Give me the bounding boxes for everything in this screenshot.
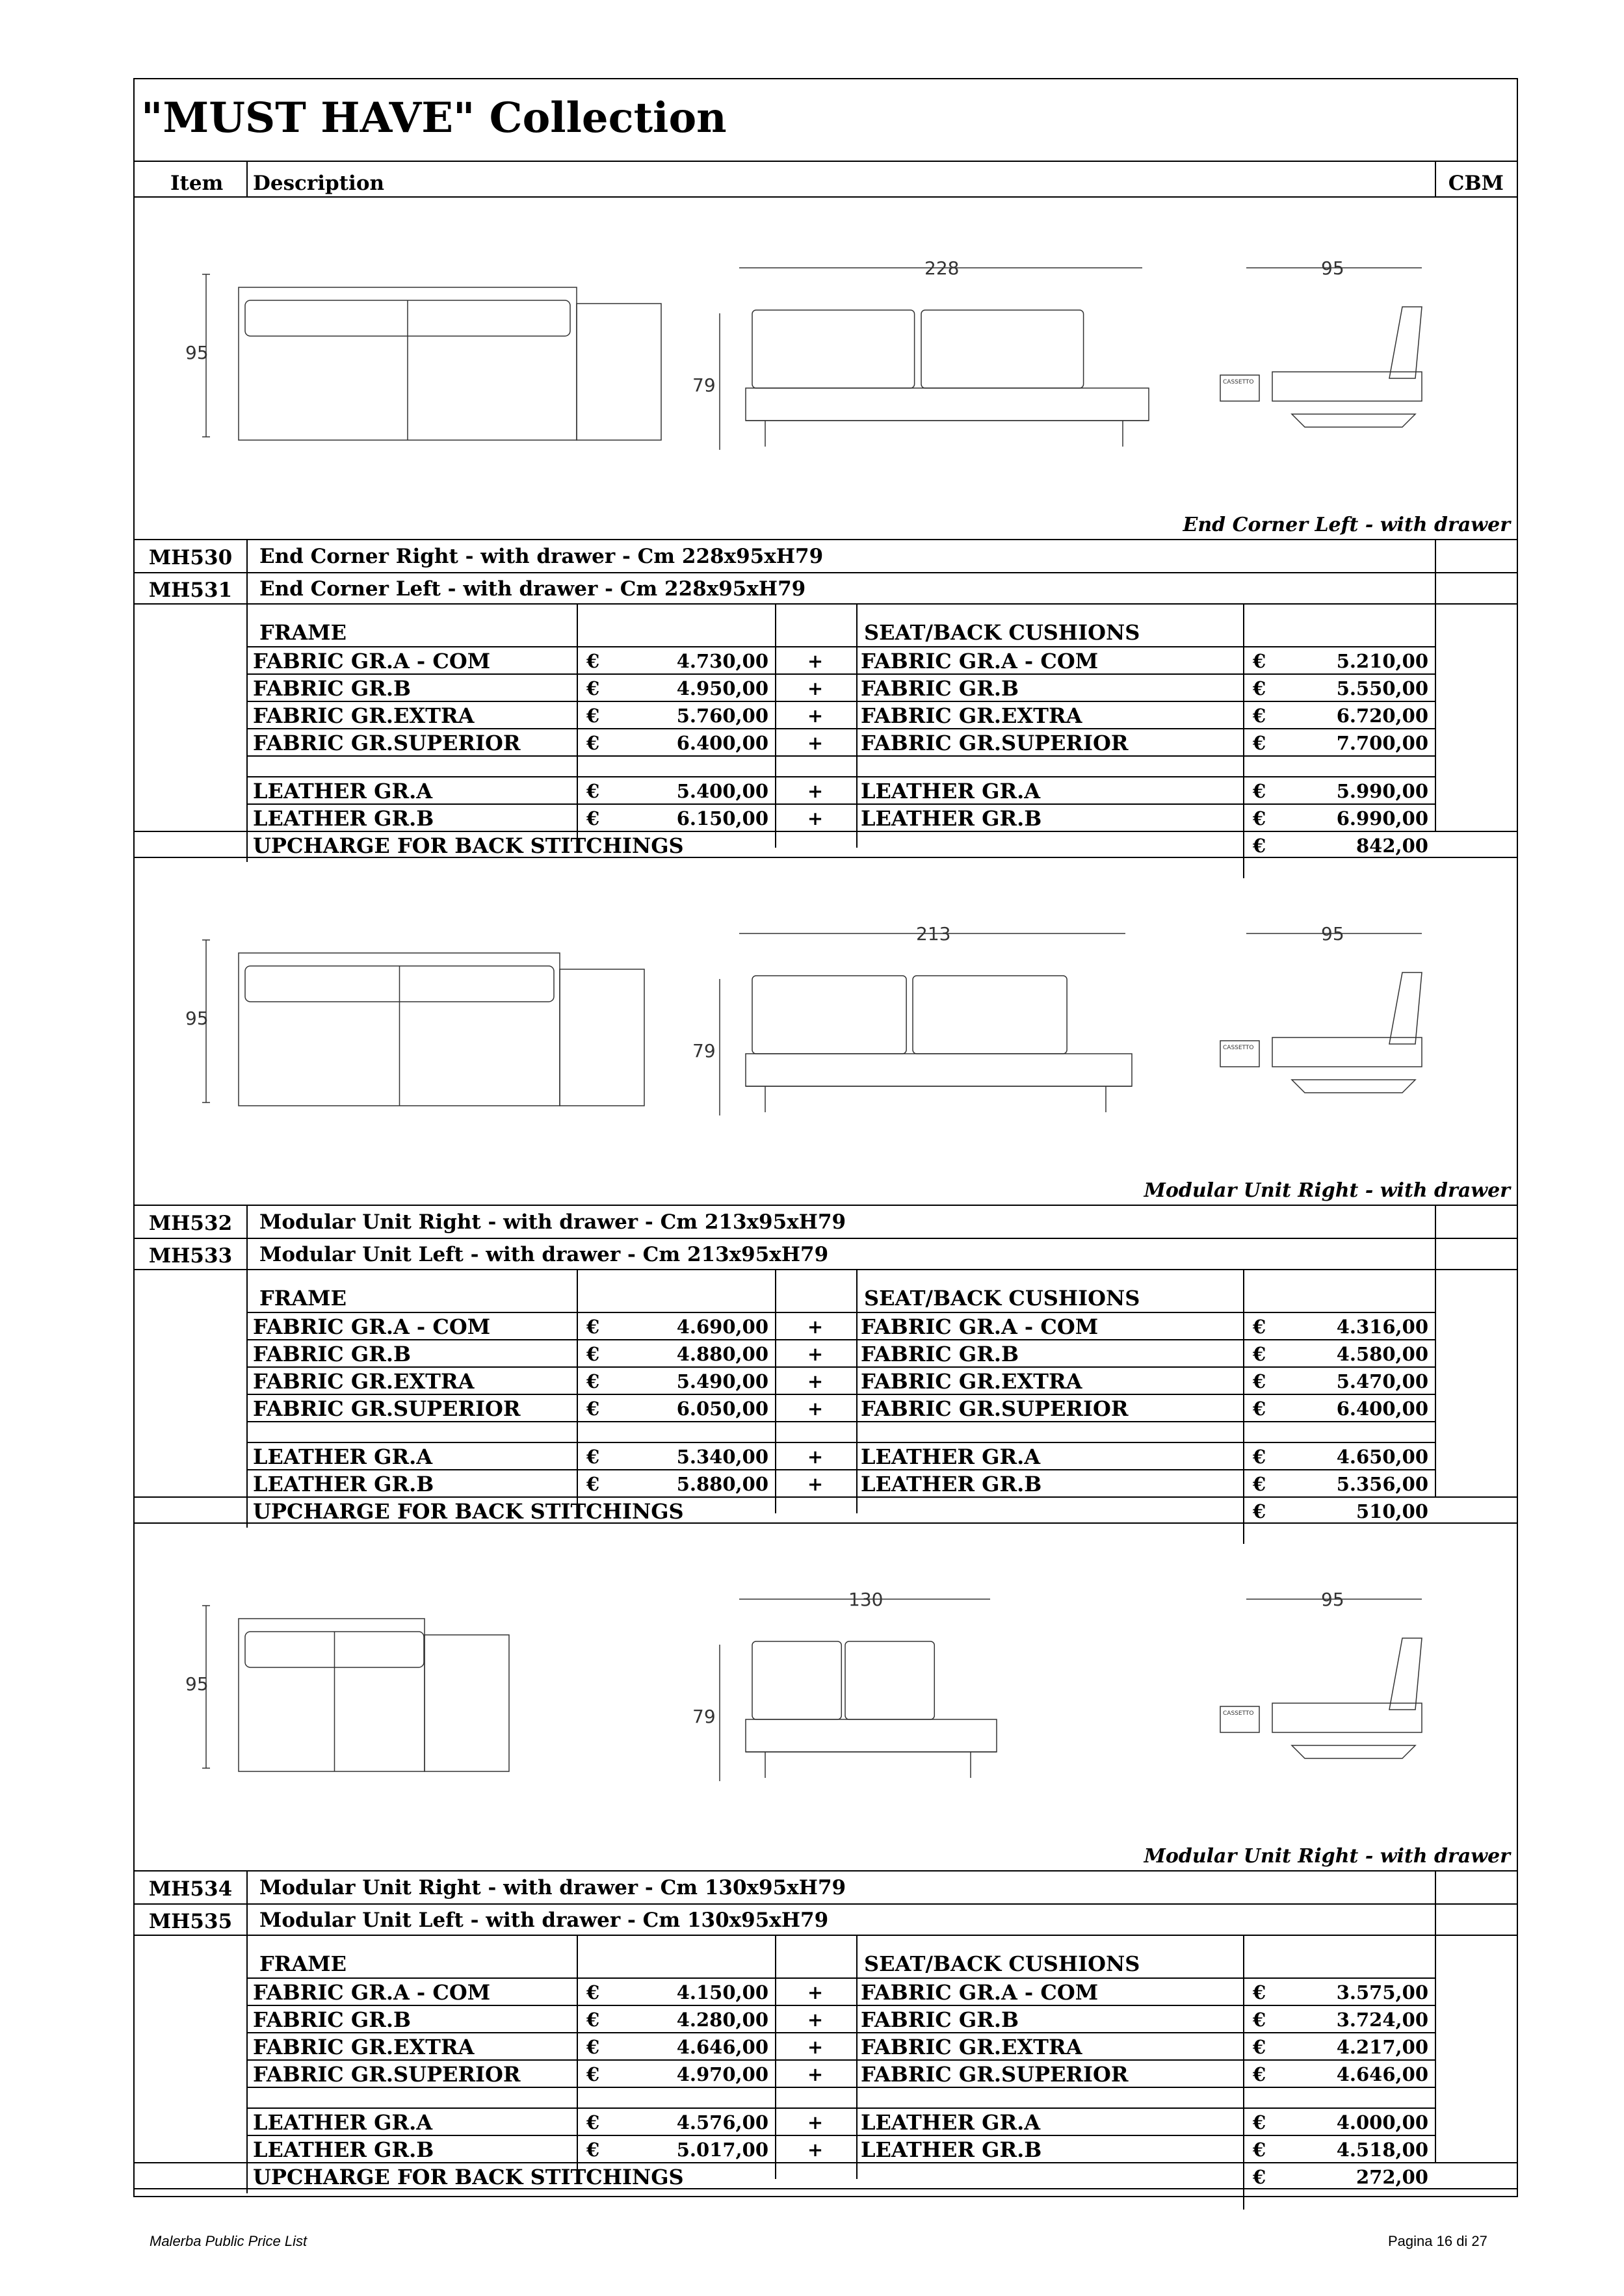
plus-symbol: + [807, 1316, 824, 1338]
cushion-price: 4.646,00 [1336, 2063, 1428, 2085]
divider [135, 831, 1517, 832]
divider [246, 2005, 1435, 2006]
frame-price: 6.050,00 [676, 1398, 768, 1420]
upcharge-price: 842,00 [1356, 835, 1428, 857]
currency-symbol: € [1253, 2166, 1266, 2188]
plus-symbol: + [807, 2111, 824, 2133]
frame-price: 4.280,00 [676, 2009, 768, 2031]
divider [246, 1312, 1435, 1313]
currency-symbol: € [1253, 807, 1266, 829]
cushion-price: 6.990,00 [1336, 807, 1428, 829]
dim-height-label: 79 [692, 1706, 716, 1727]
page-title: "MUST HAVE" Collection [141, 94, 727, 142]
frame-material: FABRIC GR.EXTRA [253, 2035, 475, 2059]
currency-symbol: € [586, 732, 600, 754]
frame-price: 4.690,00 [676, 1316, 768, 1338]
plus-symbol: + [807, 2139, 824, 2161]
currency-symbol: € [586, 2009, 600, 2031]
dim-side-depth-label: 95 [1321, 257, 1344, 279]
upcharge-label: UPCHARGE FOR BACK STITCHINGS [253, 2165, 684, 2189]
plus-symbol: + [807, 677, 824, 699]
plus-symbol: + [807, 1398, 824, 1420]
divider [135, 1238, 1517, 1239]
currency-symbol: € [586, 1446, 600, 1468]
currency-symbol: € [1253, 1370, 1266, 1392]
currency-symbol: € [586, 1343, 600, 1365]
currency-symbol: € [586, 650, 600, 672]
currency-symbol: € [1253, 705, 1266, 727]
footer-left: Malerba Public Price List [150, 2233, 308, 2249]
frame-header: FRAME [259, 620, 347, 645]
product-section [135, 862, 1517, 1528]
cushion-price: 4.316,00 [1336, 1316, 1428, 1338]
item-code: MH530 [148, 546, 233, 569]
currency-symbol: € [586, 2139, 600, 2161]
divider [246, 776, 1435, 777]
dim-side-depth-label: 95 [1321, 923, 1344, 945]
drawer-label: CASSETTO [1223, 1045, 1254, 1051]
dim-depth-label: 95 [185, 342, 209, 363]
divider [246, 1977, 1435, 1979]
product-section [135, 1528, 1517, 2193]
cushion-material: FABRIC GR.EXTRA [861, 1369, 1082, 1394]
upcharge-price: 272,00 [1356, 2166, 1428, 2188]
frame-material: FABRIC GR.SUPERIOR [253, 1396, 521, 1421]
currency-symbol: € [586, 2063, 600, 2085]
frame-price: 4.576,00 [676, 2111, 768, 2133]
currency-symbol: € [586, 677, 600, 699]
top-view-drawing [174, 1593, 668, 1801]
divider [577, 1935, 578, 2179]
front-view-drawing [687, 1586, 1181, 1794]
currency-symbol: € [1253, 2036, 1266, 2058]
plus-symbol: + [807, 1446, 824, 1468]
divider [135, 1522, 1517, 1524]
divider [246, 2135, 1435, 2136]
divider [246, 1394, 1435, 1395]
item-description: Modular Unit Left - with drawer - Cm 130x95xH79 [259, 1909, 829, 1932]
frame-header: FRAME [259, 1951, 347, 1976]
divider [246, 803, 1435, 805]
frame-material: FABRIC GR.B [253, 2007, 411, 2032]
plus-symbol: + [807, 705, 824, 727]
cushion-price: 5.210,00 [1336, 650, 1428, 672]
drawing-caption: Modular Unit Right - with drawer [1144, 1179, 1510, 1202]
frame-price: 4.880,00 [676, 1343, 768, 1365]
currency-symbol: € [1253, 1343, 1266, 1365]
currency-symbol: € [1253, 677, 1266, 699]
currency-symbol: € [1253, 780, 1266, 802]
dim-depth-label: 95 [185, 1008, 209, 1029]
currency-symbol: € [1253, 1500, 1266, 1522]
plus-symbol: + [807, 1343, 824, 1365]
divider [135, 2162, 1517, 2163]
cushion-material: LEATHER GR.A [861, 779, 1041, 803]
frame-material: FABRIC GR.EXTRA [253, 1369, 475, 1394]
divider [246, 2059, 1435, 2061]
frame-material: FABRIC GR.SUPERIOR [253, 2062, 521, 2087]
cushion-material: FABRIC GR.SUPERIOR [861, 731, 1129, 755]
currency-symbol: € [586, 1398, 600, 1420]
dim-width-label: 213 [916, 923, 951, 945]
divider [246, 755, 1435, 757]
divider [1435, 1205, 1436, 1497]
cushion-material: LEATHER GR.B [861, 1472, 1042, 1496]
cushion-header: SEAT/BACK CUSHIONS [864, 1286, 1140, 1311]
header-cbm: CBM [1448, 172, 1504, 195]
divider [135, 1935, 1517, 1936]
item-description: Modular Unit Right - with drawer - Cm 130x95xH79 [259, 1876, 846, 1899]
dim-height-label: 79 [692, 374, 716, 396]
item-code: MH532 [148, 1212, 233, 1235]
divider [135, 1870, 1517, 1872]
currency-symbol: € [1253, 2139, 1266, 2161]
item-code: MH535 [148, 1910, 233, 1933]
cushion-price: 3.724,00 [1336, 2009, 1428, 2031]
divider [246, 673, 1435, 675]
frame-material: FABRIC GR.SUPERIOR [253, 731, 521, 755]
cushion-header: SEAT/BACK CUSHIONS [864, 1951, 1140, 1976]
divider [246, 161, 248, 196]
item-description: End Corner Right - with drawer - Cm 228x95xH79 [259, 545, 824, 568]
currency-symbol: € [586, 780, 600, 802]
plus-symbol: + [807, 1981, 824, 2003]
front-view-drawing [687, 255, 1181, 463]
currency-symbol: € [1253, 1473, 1266, 1495]
frame-price: 5.490,00 [676, 1370, 768, 1392]
item-description: Modular Unit Right - with drawer - Cm 213x95xH79 [259, 1210, 846, 1234]
dim-width-label: 228 [924, 257, 960, 279]
frame-header: FRAME [259, 1286, 347, 1311]
divider [1243, 1935, 1244, 2210]
frame-price: 5.340,00 [676, 1446, 768, 1468]
side-view-drawing [1207, 255, 1454, 450]
item-code: MH531 [148, 579, 233, 602]
cushion-material: FABRIC GR.SUPERIOR [861, 1396, 1129, 1421]
currency-symbol: € [1253, 1981, 1266, 2003]
drawing-caption: End Corner Left - with drawer [1183, 514, 1510, 536]
frame-material: LEATHER GR.A [253, 2110, 433, 2135]
frame-price: 5.880,00 [676, 1473, 768, 1495]
divider [1435, 161, 1436, 196]
dim-depth-label: 95 [185, 1673, 209, 1695]
divider [246, 1339, 1435, 1340]
frame-price: 6.150,00 [676, 807, 768, 829]
footer-right: Pagina 16 di 27 [1388, 2233, 1487, 2249]
top-view-drawing [174, 927, 668, 1135]
plus-symbol: + [807, 2009, 824, 2031]
plus-symbol: + [807, 650, 824, 672]
plus-symbol: + [807, 780, 824, 802]
frame-material: LEATHER GR.B [253, 1472, 434, 1496]
divider [135, 857, 1517, 858]
currency-symbol: € [1253, 2009, 1266, 2031]
frame-price: 5.017,00 [676, 2139, 768, 2161]
divider [246, 728, 1435, 729]
dim-width-label: 130 [848, 1589, 884, 1610]
frame-price: 6.400,00 [676, 732, 768, 754]
header-description: Description [253, 172, 385, 195]
divider [246, 1442, 1435, 1443]
divider [246, 1469, 1435, 1470]
drawing-caption: Modular Unit Right - with drawer [1144, 1845, 1510, 1868]
divider [577, 603, 578, 848]
dim-side-depth-label: 95 [1321, 1589, 1344, 1610]
dim-height-label: 79 [692, 1040, 716, 1062]
front-view-drawing [687, 920, 1181, 1128]
currency-symbol: € [586, 2036, 600, 2058]
cushion-price: 5.990,00 [1336, 780, 1428, 802]
frame-material: FABRIC GR.A - COM [253, 1314, 491, 1339]
frame-material: FABRIC GR.A - COM [253, 649, 491, 673]
divider [1243, 1269, 1244, 1544]
cushion-price: 3.575,00 [1336, 1981, 1428, 2003]
divider [246, 2107, 1435, 2109]
cushion-price: 5.550,00 [1336, 677, 1428, 699]
cushion-material: FABRIC GR.A - COM [861, 1314, 1099, 1339]
plus-symbol: + [807, 732, 824, 754]
drawer-label: CASSETTO [1223, 379, 1254, 385]
divider [135, 603, 1517, 605]
plus-symbol: + [807, 2063, 824, 2085]
price-list-sheet [133, 78, 1518, 2197]
plus-symbol: + [807, 1370, 824, 1392]
frame-material: FABRIC GR.B [253, 676, 411, 701]
cushion-material: FABRIC GR.B [861, 2007, 1019, 2032]
cushion-price: 4.217,00 [1336, 2036, 1428, 2058]
top-view-drawing [174, 261, 668, 469]
cushion-header: SEAT/BACK CUSHIONS [864, 620, 1140, 645]
upcharge-label: UPCHARGE FOR BACK STITCHINGS [253, 1499, 684, 1524]
cushion-price: 4.000,00 [1336, 2111, 1428, 2133]
divider [856, 1935, 858, 2179]
frame-material: LEATHER GR.A [253, 779, 433, 803]
currency-symbol: € [1253, 650, 1266, 672]
currency-symbol: € [1253, 2111, 1266, 2133]
cushion-price: 6.720,00 [1336, 705, 1428, 727]
divider [135, 1496, 1517, 1498]
cushion-material: FABRIC GR.A - COM [861, 1980, 1099, 2005]
currency-symbol: € [586, 2111, 600, 2133]
header-item: Item [170, 172, 224, 195]
divider [246, 701, 1435, 702]
product-section [135, 196, 1517, 862]
divider [135, 2188, 1517, 2189]
currency-symbol: € [586, 807, 600, 829]
cushion-price: 5.470,00 [1336, 1370, 1428, 1392]
upcharge-label: UPCHARGE FOR BACK STITCHINGS [253, 833, 684, 858]
currency-symbol: € [1253, 1398, 1266, 1420]
frame-material: LEATHER GR.B [253, 806, 434, 831]
divider [246, 2032, 1435, 2033]
cushion-price: 4.518,00 [1336, 2139, 1428, 2161]
divider [246, 646, 1435, 647]
cushion-material: LEATHER GR.B [861, 2137, 1042, 2162]
divider [135, 1269, 1517, 1270]
divider [856, 603, 858, 848]
divider [135, 539, 1517, 540]
cushion-material: LEATHER GR.A [861, 1444, 1041, 1469]
divider [1435, 1870, 1436, 2163]
currency-symbol: € [586, 1981, 600, 2003]
item-code: MH533 [148, 1244, 233, 1268]
frame-price: 4.646,00 [676, 2036, 768, 2058]
currency-symbol: € [1253, 1316, 1266, 1338]
item-description: Modular Unit Left - with drawer - Cm 213x95xH79 [259, 1243, 829, 1266]
currency-symbol: € [1253, 732, 1266, 754]
cushion-material: FABRIC GR.EXTRA [861, 703, 1082, 728]
frame-material: FABRIC GR.B [253, 1342, 411, 1366]
currency-symbol: € [1253, 835, 1266, 857]
frame-price: 4.950,00 [676, 677, 768, 699]
currency-symbol: € [1253, 2063, 1266, 2085]
cushion-material: LEATHER GR.B [861, 806, 1042, 831]
side-view-drawing [1207, 1586, 1454, 1781]
currency-symbol: € [586, 705, 600, 727]
cushion-price: 7.700,00 [1336, 732, 1428, 754]
cushion-material: FABRIC GR.B [861, 676, 1019, 701]
frame-price: 4.150,00 [676, 1981, 768, 2003]
currency-symbol: € [586, 1370, 600, 1392]
frame-material: LEATHER GR.A [253, 1444, 433, 1469]
divider [135, 161, 1517, 162]
frame-material: LEATHER GR.B [253, 2137, 434, 2162]
plus-symbol: + [807, 2036, 824, 2058]
plus-symbol: + [807, 807, 824, 829]
cushion-price: 4.650,00 [1336, 1446, 1428, 1468]
side-view-drawing [1207, 920, 1454, 1115]
currency-symbol: € [586, 1473, 600, 1495]
cushion-material: FABRIC GR.B [861, 1342, 1019, 1366]
frame-price: 4.730,00 [676, 650, 768, 672]
divider [246, 1421, 1435, 1422]
currency-symbol: € [1253, 1446, 1266, 1468]
divider [135, 1205, 1517, 1206]
cushion-price: 6.400,00 [1336, 1398, 1428, 1420]
divider [577, 1269, 578, 1513]
item-code: MH534 [148, 1877, 233, 1901]
frame-price: 5.760,00 [676, 705, 768, 727]
divider [135, 572, 1517, 573]
cushion-material: FABRIC GR.A - COM [861, 649, 1099, 673]
cushion-material: LEATHER GR.A [861, 2110, 1041, 2135]
divider [856, 1269, 858, 1513]
frame-material: FABRIC GR.EXTRA [253, 703, 475, 728]
divider [1435, 539, 1436, 831]
cushion-material: FABRIC GR.SUPERIOR [861, 2062, 1129, 2087]
divider [246, 1366, 1435, 1368]
divider [246, 2087, 1435, 2088]
upcharge-price: 510,00 [1356, 1500, 1428, 1522]
divider [135, 1903, 1517, 1905]
frame-price: 5.400,00 [676, 780, 768, 802]
frame-price: 4.970,00 [676, 2063, 768, 2085]
divider [1243, 603, 1244, 878]
item-description: End Corner Left - with drawer - Cm 228x95xH79 [259, 577, 806, 601]
frame-material: FABRIC GR.A - COM [253, 1980, 491, 2005]
cushion-price: 4.580,00 [1336, 1343, 1428, 1365]
cushion-price: 5.356,00 [1336, 1473, 1428, 1495]
drawer-label: CASSETTO [1223, 1710, 1254, 1717]
cushion-material: FABRIC GR.EXTRA [861, 2035, 1082, 2059]
plus-symbol: + [807, 1473, 824, 1495]
currency-symbol: € [586, 1316, 600, 1338]
